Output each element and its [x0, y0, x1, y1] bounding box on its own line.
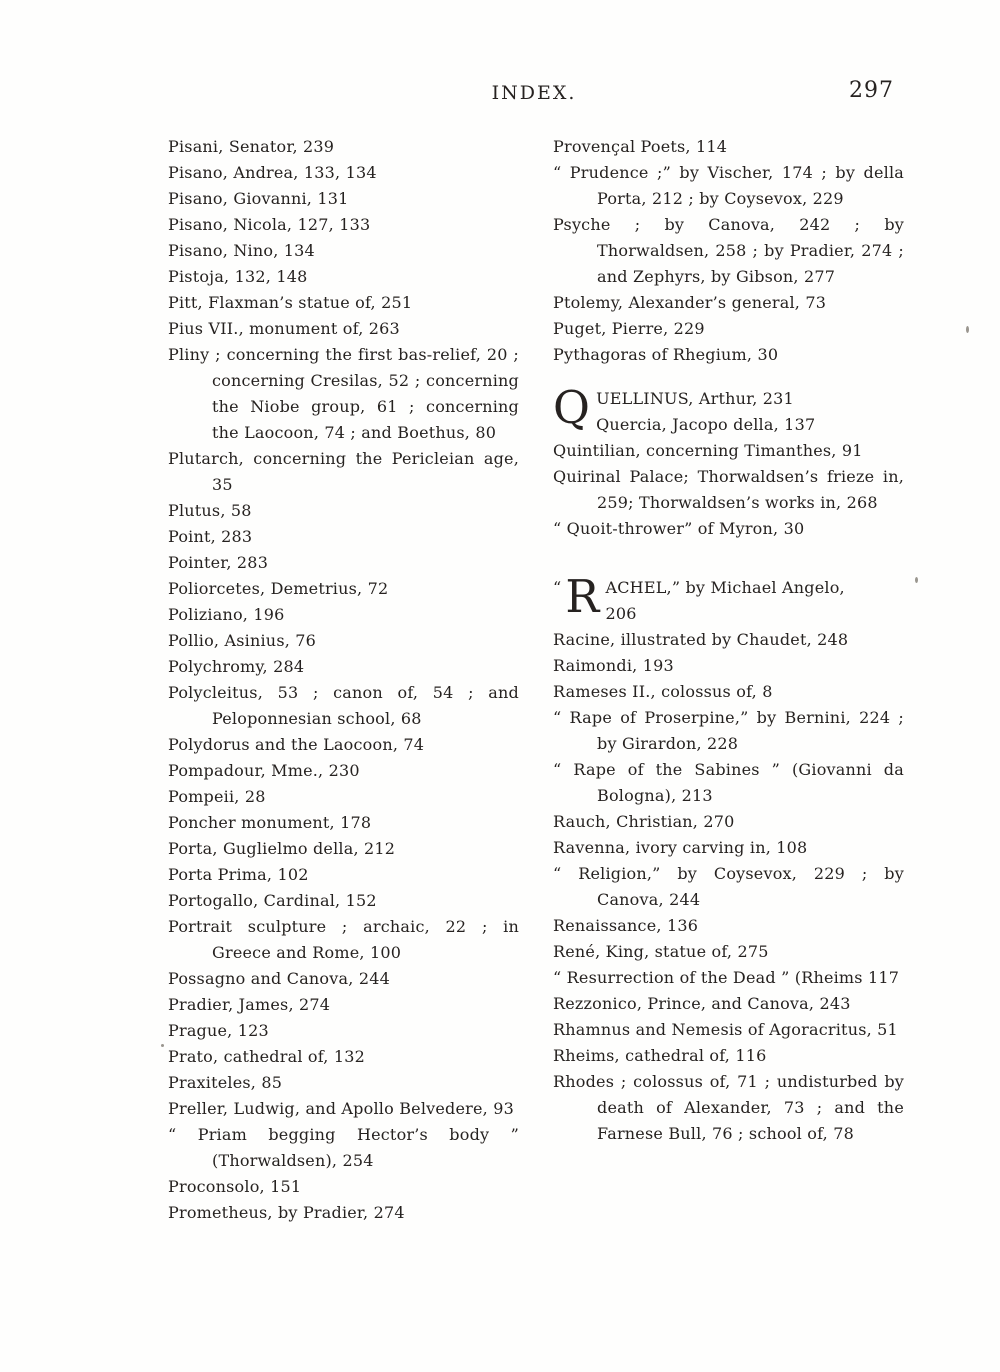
index-entry: Portogallo, Cardinal, 152 — [168, 891, 377, 910]
index-entry: Pollio, Asinius, 76 — [168, 631, 317, 650]
index-entry-dropcap — [553, 570, 904, 627]
index-entry: Pisano, Nino, 134 — [168, 241, 315, 260]
index-entry: Prato, cathedral of, 132 — [168, 1047, 366, 1066]
index-entry: Pistoja, 132, 148 — [168, 267, 308, 286]
index-entry: Pisani, Senator, 239 — [168, 137, 335, 156]
index-entry: “ Religion,” by Coysevox, 229 ; by Canova, 244 — [553, 864, 904, 909]
index-entry: Raimondi, 193 — [553, 656, 674, 675]
dropcap-letter: R — [565, 570, 600, 623]
dropcap-lines — [596, 386, 815, 438]
dropcap-line: 206 — [605, 604, 637, 623]
index-entry: Pompadour, Mme., 230 — [168, 761, 360, 780]
index-column-right — [553, 134, 904, 1226]
index-entry: Pitt, Flaxman’s statue of, 251 — [168, 293, 413, 312]
index-entry-dropcap — [553, 381, 904, 438]
index-entry: Proconsolo, 151 — [168, 1177, 302, 1196]
scan-speck — [161, 1044, 164, 1047]
index-column-left — [168, 134, 519, 1226]
index-entry: Portrait sculpture ; archaic, 22 ; in Greece and Rome, 100 — [168, 917, 519, 962]
dropcap-prefix-quote: “ — [553, 578, 562, 597]
index-entry: Polydorus and the Laocoon, 74 — [168, 735, 425, 754]
index-entry: Racine, illustrated by Chaudet, 248 — [553, 630, 849, 649]
index-entry: Plutus, 58 — [168, 501, 252, 520]
index-entry: Pisano, Giovanni, 131 — [168, 189, 349, 208]
index-entry: Prometheus, by Pradier, 274 — [168, 1203, 405, 1222]
index-entry: Preller, Ludwig, and Apollo Belvedere, 93 — [168, 1099, 515, 1118]
index-entry: Poncher monument, 178 — [168, 813, 372, 832]
index-entry: Psyche ; by Canova, 242 ; by Thorwaldsen, 258 ; by Pradier, 274 ; and Zephyrs, by Gibson, 277 — [553, 215, 904, 286]
dropcap-letter: Q — [553, 381, 591, 434]
index-entry: René, King, statue of, 275 — [553, 942, 769, 961]
index-entry: Porta, Guglielmo della, 212 — [168, 839, 396, 858]
index-entry: Polycleitus, 53 ; canon of, 54 ; and Peloponnesian school, 68 — [168, 683, 519, 728]
index-entry: Poliziano, 196 — [168, 605, 285, 624]
index-entry: Plutarch, concerning the Pericleian age, 35 — [168, 449, 519, 494]
index-entry: Possagno and Canova, 244 — [168, 969, 390, 988]
index-entry: Porta Prima, 102 — [168, 865, 309, 884]
index-entry: Rhodes ; colossus of, 71 ; undisturbed by death of Alexander, 73 ; and the Farnese Bull, 76 ; school of, 78 — [553, 1072, 904, 1143]
index-entry: Ravenna, ivory carving in, 108 — [553, 838, 808, 857]
index-entry: Pointer, 283 — [168, 553, 269, 572]
index-entry: Quintilian, concerning Timanthes, 91 — [553, 441, 863, 460]
index-entry: Polychromy, 284 — [168, 657, 305, 676]
index-entry: Prague, 123 — [168, 1021, 269, 1040]
index-entry: Praxiteles, 85 — [168, 1073, 283, 1092]
index-columns — [168, 134, 904, 1226]
dropcap-line: ACHEL,” by Michael Angelo, — [605, 578, 845, 597]
dropcap-line: UELLINUS, Arthur, 231 — [596, 389, 794, 408]
index-entry: Pisano, Nicola, 127, 133 — [168, 215, 371, 234]
index-entry: Rheims, cathedral of, 116 — [553, 1046, 767, 1065]
index-entry: Point, 283 — [168, 527, 253, 546]
index-entry: Pliny ; concerning the first bas-relief, 20 ; concerning Cresilas, 52 ; concerning the Niobe group, 61 ; concerning the Laocoon, 74 ; and Boethus, 80 — [168, 345, 519, 442]
index-entry: “ Rape of the Sabines ” (Giovanni da Bologna), 213 — [553, 760, 904, 805]
index-entry: Rhamnus and Nemesis of Agoracritus, 51 — [553, 1020, 898, 1039]
page-header — [168, 80, 900, 110]
dropcap-lines — [605, 575, 844, 627]
index-entry: Renaissance, 136 — [553, 916, 699, 935]
index-entry: “ Prudence ;” by Vischer, 174 ; by della Porta, 212 ; by Coysevox, 229 — [553, 163, 904, 208]
index-entry: “ Resurrection of the Dead ” (Rheims 117 — [553, 968, 900, 987]
page-number: 297 — [849, 78, 894, 103]
index-entry: Rameses II., colossus of, 8 — [553, 682, 773, 701]
index-entry: Pythagoras of Rhegium, 30 — [553, 345, 779, 364]
index-entry: Ptolemy, Alexander’s general, 73 — [553, 293, 827, 312]
index-entry: “ Quoit-thrower” of Myron, 30 — [553, 519, 805, 538]
index-entry: Pradier, James, 274 — [168, 995, 331, 1014]
index-entry: “ Priam begging Hector’s body ” (Thorwaldsen), 254 — [168, 1125, 519, 1170]
index-entry: Pius VII., monument of, 263 — [168, 319, 400, 338]
index-entry: “ Rape of Proserpine,” by Bernini, 224 ; by Girardon, 228 — [553, 708, 904, 753]
index-entry: Pisano, Andrea, 133, 134 — [168, 163, 377, 182]
dropcap-line: Quercia, Jacopo della, 137 — [596, 415, 816, 434]
index-entry: Provençal Poets, 114 — [553, 137, 728, 156]
index-entry: Quirinal Palace; Thorwaldsen’s frieze in, 259; Thorwaldsen’s works in, 268 — [553, 467, 904, 512]
scan-speck — [966, 326, 969, 333]
index-entry: Rauch, Christian, 270 — [553, 812, 735, 831]
index-entry: Puget, Pierre, 229 — [553, 319, 705, 338]
index-entry: Pompeii, 28 — [168, 787, 266, 806]
index-entry: Rezzonico, Prince, and Canova, 243 — [553, 994, 851, 1013]
index-entry: Poliorcetes, Demetrius, 72 — [168, 579, 389, 598]
scan-speck — [915, 577, 918, 583]
page-title: INDEX. — [491, 82, 577, 104]
